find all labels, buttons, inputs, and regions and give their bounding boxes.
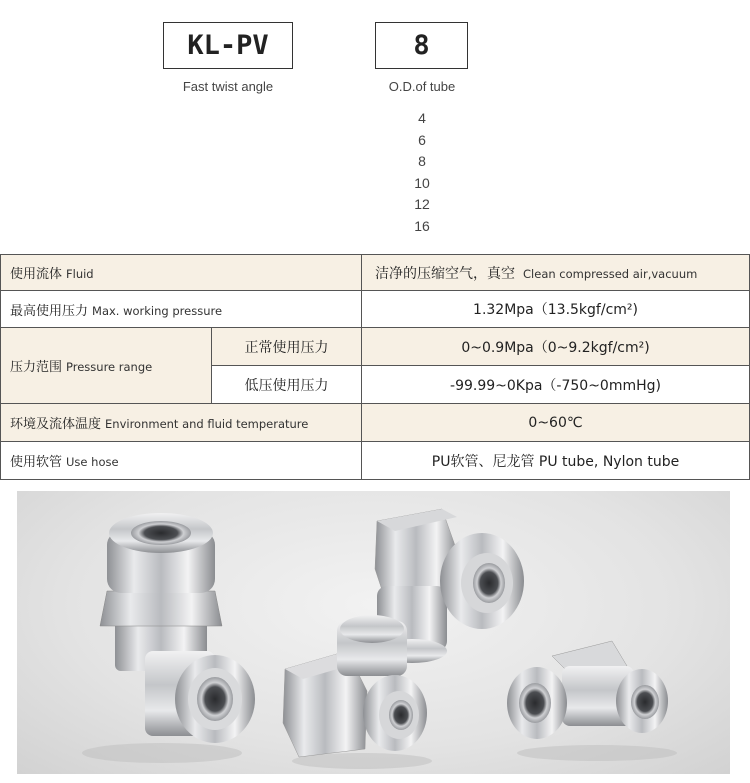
label-cn: 使用软管 xyxy=(10,455,63,470)
label-en: Environment and fluid temperature xyxy=(105,417,309,431)
label-en: Fluid xyxy=(66,267,94,281)
spec-row-fluid xyxy=(1,255,750,291)
spec-value-normal: 0~0.9Mpa（0~9.2kgf/cm²) xyxy=(362,328,750,366)
spec-row-max-pressure xyxy=(1,291,750,328)
spec-label-hose xyxy=(1,442,362,480)
size-option: 16 xyxy=(414,217,430,234)
fittings-illustration xyxy=(17,491,730,774)
label-cn: 最高使用压力 xyxy=(10,303,89,319)
spec-value-max-pressure: 1.32Mpa（13.5kgf/cm²) xyxy=(362,291,750,328)
label-cn: 使用流体 xyxy=(10,267,63,282)
value-cn: 洁净的压缩空气，真空 xyxy=(375,265,516,282)
size-option: 12 xyxy=(414,196,430,212)
spec-label-pressure-range xyxy=(1,328,212,404)
spec-row-temperature xyxy=(1,404,750,442)
spec-sublabel-low: 低压使用压力 xyxy=(212,366,362,404)
label-en: Use hose xyxy=(66,455,119,469)
spec-value-hose: PU软管、尼龙管 PU tube, Nylon tube xyxy=(362,442,750,480)
model-code: KL-PV xyxy=(187,30,269,61)
spec-value-temperature: 0~60℃ xyxy=(362,404,750,442)
spec-value-low: -99.99~0Kpa（-750~0mmHg) xyxy=(362,366,750,404)
fitting-large xyxy=(82,513,255,763)
size-option: 8 xyxy=(418,153,426,169)
spec-label-max-pressure xyxy=(1,291,362,328)
size-options-list xyxy=(386,108,458,237)
size-code: 8 xyxy=(413,30,430,61)
spec-table xyxy=(0,254,750,480)
spec-value-fluid xyxy=(362,255,750,291)
spec-label-temperature xyxy=(1,404,362,442)
label-en: Max. working pressure xyxy=(92,303,223,318)
size-option: 4 xyxy=(418,110,426,126)
label-cn: 压力范围 xyxy=(10,360,63,375)
fitting-small xyxy=(507,641,677,761)
value-en: Clean compressed air,vacuum xyxy=(523,266,698,281)
size-option: 6 xyxy=(418,131,426,148)
label-en: Pressure range xyxy=(66,360,153,374)
model-code-box xyxy=(163,22,293,69)
spec-label-fluid xyxy=(1,255,362,291)
spec-sublabel-normal: 正常使用压力 xyxy=(212,328,362,366)
product-photo xyxy=(17,491,730,774)
size-code-caption: O.D.of tube xyxy=(388,79,456,94)
size-option: 10 xyxy=(414,174,430,191)
label-cn: 环境及流体温度 xyxy=(10,417,102,432)
size-code-box xyxy=(375,22,468,69)
spec-row-pressure-normal xyxy=(1,328,750,366)
spec-row-hose xyxy=(1,442,750,480)
model-code-caption: Fast twist angle xyxy=(182,79,274,94)
